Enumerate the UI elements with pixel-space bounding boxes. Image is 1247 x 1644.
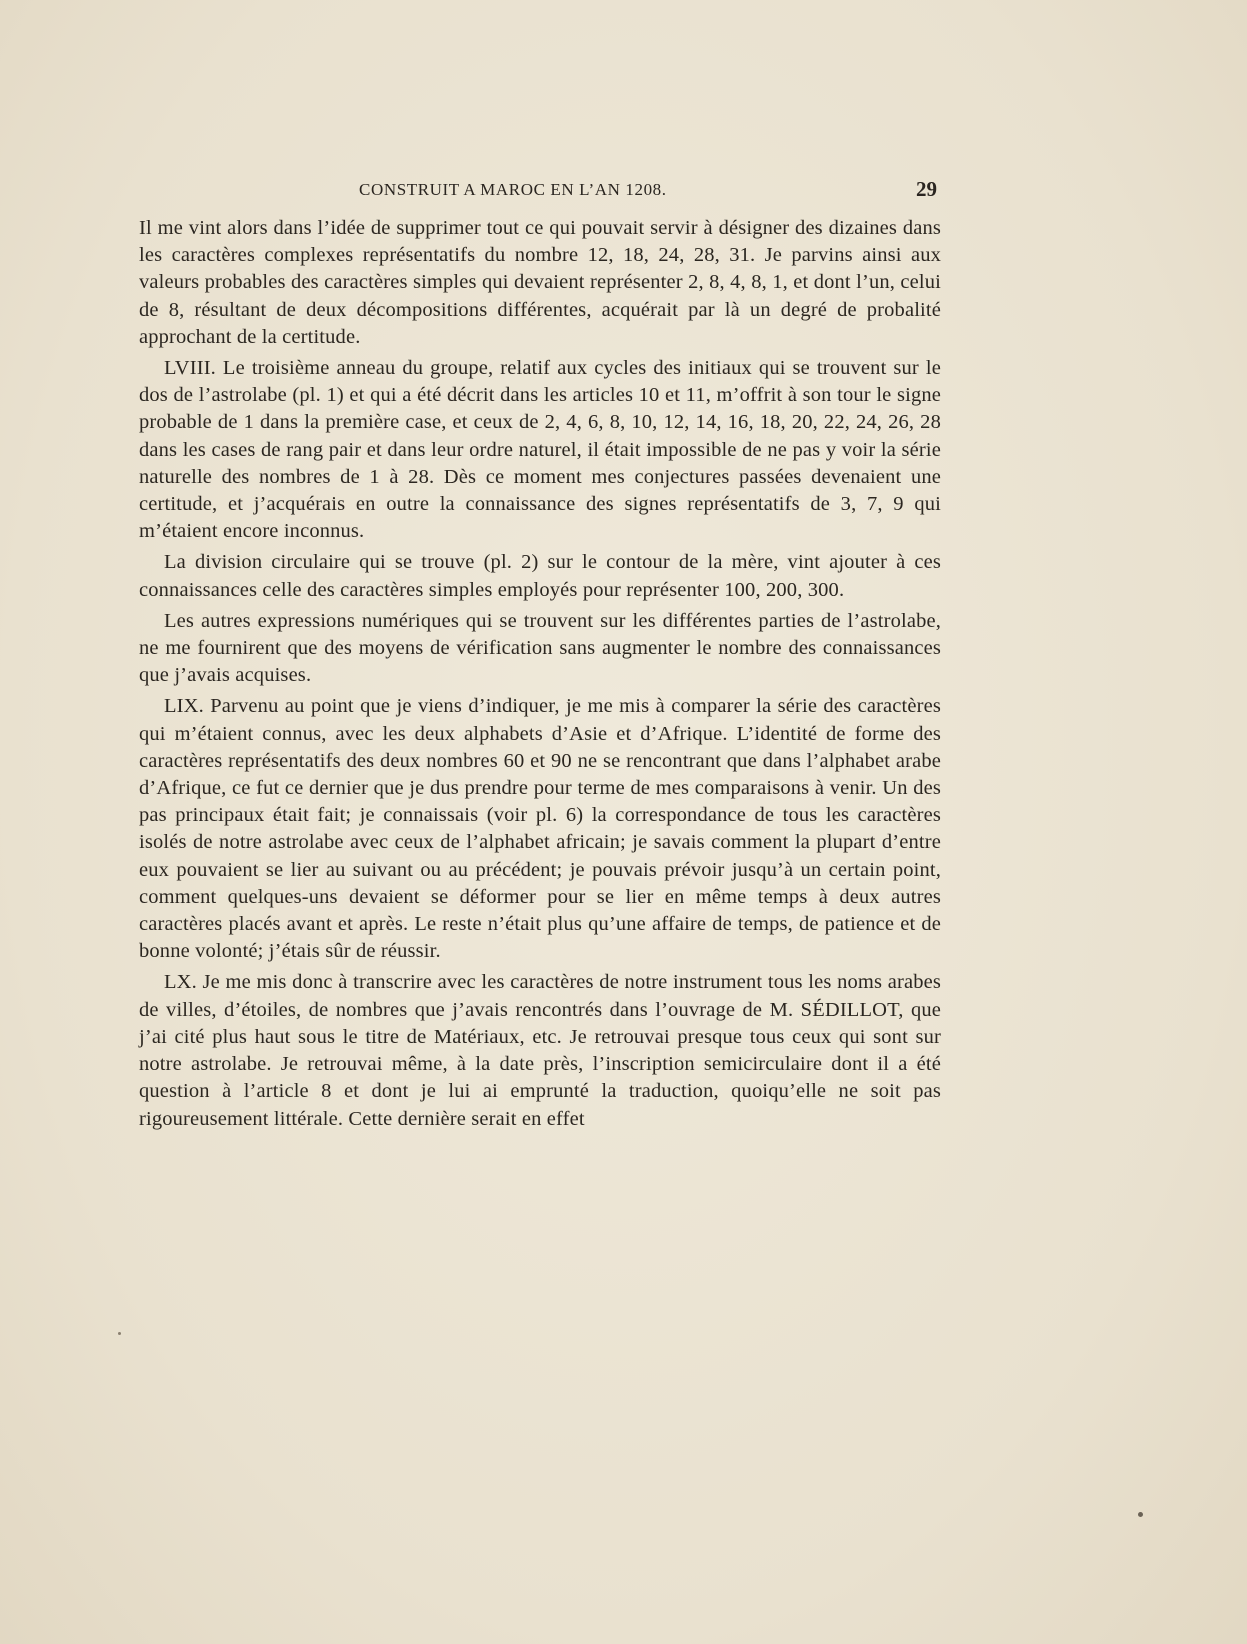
paper-speck (1138, 1512, 1143, 1517)
paragraph-lviii: LVIII. Le troisième anneau du groupe, relatif aux cycles des initiaux qui se trouvent sur le dos de l’astrolabe (pl. 1) et qui a été décrit dans les articles 10 et 11, m’offrit à son tour le signe probable de 1 dans la première case, et ceux de 2, 4, 6, 8, 10, 12, 14, 16, 18, 20, 22, 24, 26, 28 dans les cases de rang pair et dans leur ordre naturel, il était impossible de ne pas y voir la série naturelle des nombres de 1 à 28. Dès ce moment mes conjectures passées devenaient une certitude, et j’acquérais en outre la connaissance des signes représentatifs de 3, 7, 9 qui m’étaient encore inconnus. (139, 357, 941, 543)
page-number: 29 (916, 177, 937, 201)
paragraph-division-circulaire: La division circulaire qui se trouve (pl. 2) sur le contour de la mère, vint ajouter à ces connaissances celle des caractères simples employés pour représenter 100, 200, 300. (139, 551, 941, 601)
paragraph-autres-expressions: Les autres expressions numériques qui se trouvent sur les différentes parties de l’astrolabe, ne me fournirent que des moyens de vérification sans augmenter le nombre des connaissances que j’avais acquises. (139, 609, 941, 687)
paragraph-intro: Il me vint alors dans l’idée de supprimer tout ce qui pouvait servir à désigner des dizaines dans les caractères complexes représentatifs du nombre 12, 18, 24, 28, 31. Je parvins ainsi aux valeurs probables des caractères simples qui devaient représenter 2, 8, 4, 8, 1, et dont l’un, celui de 8, résultant de deux décompositions différentes, acquérait par là un degré de probalité approchant de la certitude. (139, 217, 941, 348)
paragraph-lx: LX. Je me mis donc à transcrire avec les caractères de notre instrument tous les noms arabes de villes, d’étoiles, de nombres que j’avais rencontrés dans l’ouvrage de M. SÉDILLOT, que j’ai cité plus haut sous le titre de Matériaux, etc. Je retrouvai presque tous ceux qui sont sur notre astrolabe. Je retrouvai même, à la date près, l’inscription semicirculaire dont il a été question à l’article 8 et dont je lui ai emprunté la traduction, quoiqu’elle ne soit pas rigoureusement littérale. Cette dernière serait en effet (139, 971, 941, 1130)
running-head (139, 177, 939, 207)
running-title: CONSTRUIT A MAROC EN L’AN 1208. (359, 180, 667, 199)
paragraph-lix: LIX. Parvenu au point que je viens d’indiquer, je me mis à comparer la série des caractères qui m’étaient connus, avec les deux alphabets d’Asie et d’Afrique. L’identité de forme des caractères représentatifs des deux nombres 60 et 90 ne se rencontrant que dans l’alphabet arabe d’Afrique, ce fut ce dernier que je dus prendre pour terme de mes comparaisons à venir. Un des pas principaux était fait; je connaissais (voir pl. 6) la correspondance de tous les caractères isolés de notre astrolabe avec ceux de l’alphabet africain; je savais comment la plupart d’entre eux pouvaient se lier au suivant ou au précédent; je pouvais prévoir jusqu’à un certain point, comment quelques-uns devaient se déformer pour se lier en même temps à deux autres caractères placés avant et après. Le reste n’était plus qu’une affaire de temps, de patience et de bonne volonté; j’étais sûr de réussir. (139, 695, 941, 963)
body-text (139, 215, 941, 1137)
paper-speck (118, 1332, 121, 1335)
